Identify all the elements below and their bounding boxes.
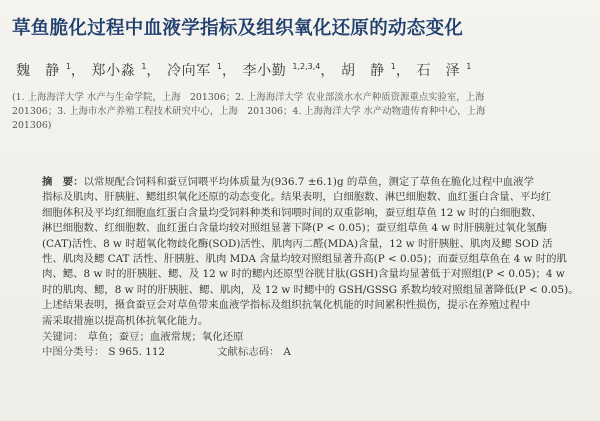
keywords — [42, 330, 586, 345]
author: 郑小淼 $^1$ — [91, 62, 147, 79]
abstract-line: 上述结果表明，摄食蚕豆会对草鱼带来血液学指标及组织抗氧化机能的时间累积性损伤，提示在养殖过程中 — [42, 299, 531, 312]
abstract-line: 细胞体积及平均红细胞血红蛋白含量均受饲料种类和饲喂时间的双重影响，蚕豆组草鱼 12 w 时的白细胞数、 — [42, 206, 542, 219]
abstract-line: 时的肌肉、鳃，8 w 时的肝胰脏、鳃、肌肉，及 12 w 时鳃中的 GSH/GSSG 系数均较对照组显著降低(P < 0.05)。 — [42, 283, 579, 296]
author: 李小勤 $^{1,2,3,4}$ — [242, 62, 321, 79]
author: 魏 静 $^1$ — [16, 62, 71, 79]
abstract-line: 肉、鳃、8 w 时的肝胰脏、鳃、及 12 w 时的鳃内还原型谷胱甘肽(GSH)含量均显著低于对照组(P < 0.05)；4 w — [42, 268, 565, 281]
abstract-line: 性、肌肉及鳃 CAT 活性、肝胰脏、肌肉 MDA 含量均较对照组显著升高(P < 0.05)；而蚕豆组草鱼在 4 w 时的肌 — [42, 253, 567, 266]
paper-title: 草鱼脆化过程中血液学指标及组织氧化还原的动态变化 — [12, 18, 464, 39]
author: 石 泽 $^1$ — [416, 62, 472, 79]
affiliation-line: 201306) — [12, 120, 52, 131]
abstract — [42, 175, 590, 329]
affiliation-line: (1. 上海海洋大学 水产与生命学院，上海 201306；2. 上海海洋大学 农业部淡水水产种质资源重点实验室，上海 — [12, 92, 485, 103]
keywords-value: 草鱼；蚕豆；血液常规；氧化还原 — [87, 331, 244, 344]
abstract-line: 以常规配合饲料和蚕豆饲喂平均体质量为(936.7 ±6.1)g 的草鱼，测定了草鱼在脆化过程中血液学 — [83, 176, 534, 188]
affiliations — [12, 91, 586, 133]
abstract-line: 指标及肌肉、肝胰脏、鳃组织氧化还原的动态变化。结果表明，白细胞数、淋巴细胞数、血红蛋白含量、平均红 — [42, 191, 552, 204]
clc-value: S 965. 112 — [108, 346, 166, 359]
abstract-line: 淋巴细胞数、红细胞数、血红蛋白含量均较对照组显著下降(P < 0.05)；蚕豆组草鱼 4 w 时肝胰脏过氧化氢酶 — [42, 222, 547, 235]
abstract-line: (CAT)活性、8 w 时超氧化物歧化酶(SOD)活性、肌肉丙二醛(MDA)含量，12 w 时肝胰脏、肌肉及鳃 SOD 活 — [42, 237, 553, 250]
abstract-label: 摘 要： — [42, 176, 84, 188]
clc-label: 中图分类号： — [42, 346, 105, 359]
author: 冷向军 $^1$ — [167, 62, 222, 79]
doc-code-label: 文献标志码： — [217, 346, 280, 359]
author-list: 魏 静 $^1$， 郑小淼 $^1$， 冷向军 $^1$， 李小勤 $^{1,2,3,4}$， 胡 静 $^1$， 石 泽 $^1$ — [16, 62, 472, 79]
author: 胡 静 $^1$ — [340, 62, 396, 79]
affiliation-line: 201306；3. 上海市水产养殖工程技术研究中心，上海 201306；4. 上海海洋大学 水产动物遗传育种中心，上海 — [12, 106, 486, 117]
abstract-line: 需采取措施以提高机体抗氧化能力。 — [42, 314, 209, 327]
classification-line — [42, 345, 586, 360]
doc-code-value: A — [283, 346, 291, 359]
keywords-label: 关键词： — [42, 331, 84, 344]
